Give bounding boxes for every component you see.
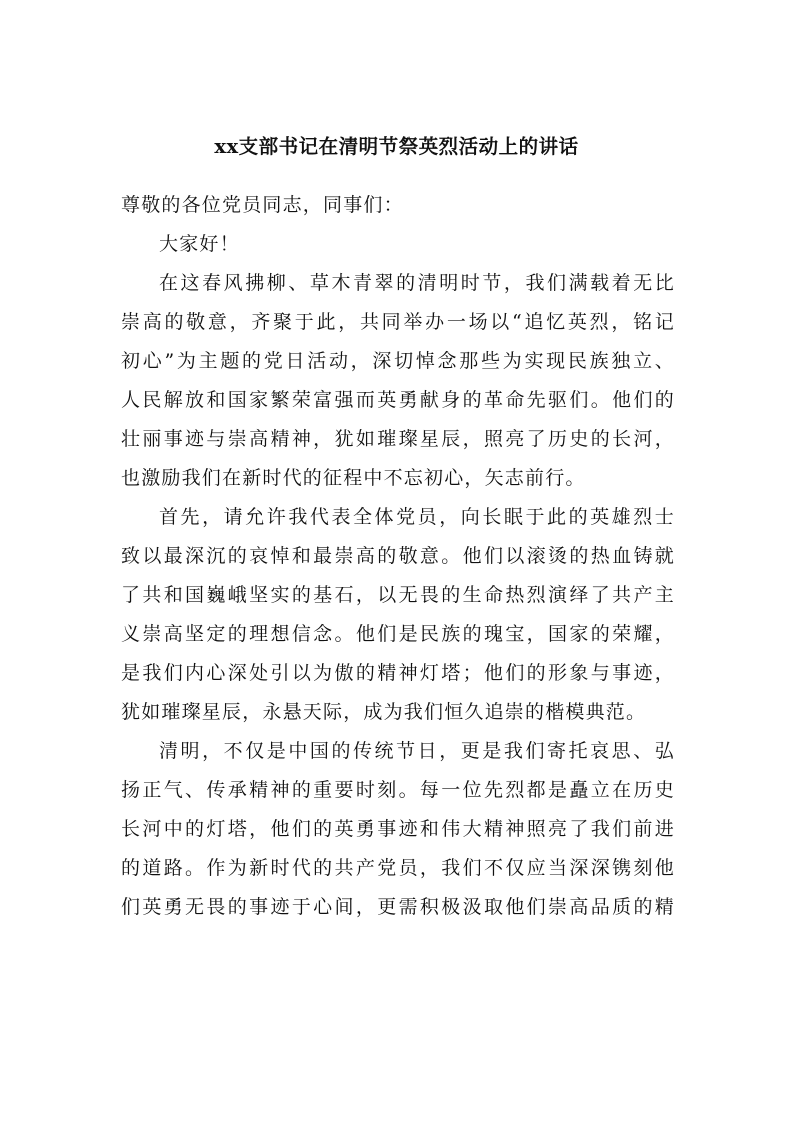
- paragraph-1-line-2: 崇高的敬意，齐聚于此，共同举办一场以“追忆英烈，铭记: [121, 311, 675, 333]
- paragraph-1-line-5: 壮丽事迹与崇高精神，犹如璀璨星辰，照亮了历史的长河，: [121, 428, 675, 450]
- paragraph-3-line-5: 们英勇无畏的事迹于心间，更需积极汲取他们崇高品质的精: [121, 896, 675, 918]
- paragraph-1-line-1: 在这春风拂柳、草木青翠的清明时节，我们满载着无比: [159, 272, 675, 294]
- paragraph-2-line-4: 义崇高坚定的理想信念。他们是民族的瑰宝，国家的荣耀，: [121, 623, 675, 645]
- document-title: xx支部书记在清明节祭英烈活动上的讲话: [214, 135, 579, 158]
- paragraph-2-line-3: 了共和国巍峨坚实的基石，以无畏的生命热烈演绎了共产主: [121, 584, 675, 606]
- paragraph-3-line-3: 长河中的灯塔，他们的英勇事迹和伟大精神照亮了我们前进: [121, 818, 675, 840]
- paragraph-2-line-1: 首先，请允许我代表全体党员，向长眠于此的英雄烈士: [159, 506, 675, 528]
- greeting-line: 大家好！: [159, 233, 240, 255]
- paragraph-3-line-1: 清明，不仅是中国的传统节日，更是我们寄托哀思、弘: [159, 740, 675, 762]
- paragraph-1-line-3: 初心”为主题的党日活动，深切悼念那些为实现民族独立、: [121, 350, 675, 372]
- paragraph-1-line-4: 人民解放和国家繁荣富强而英勇献身的革命先驱们。他们的: [121, 389, 675, 411]
- paragraph-2-line-5: 是我们内心深处引以为傲的精神灯塔；他们的形象与事迹，: [121, 662, 675, 684]
- paragraph-3-line-4: 的道路。作为新时代的共产党员，我们不仅应当深深镌刻他: [121, 857, 675, 879]
- document-body: [121, 187, 675, 926]
- paragraph-2-line-6: 犹如璀璨星辰，永悬天际，成为我们恒久追崇的楷模典范。: [121, 701, 647, 723]
- salutation-line: 尊敬的各位党员同志，同事们：: [121, 194, 404, 216]
- paragraph-3-line-2: 扬正气、传承精神的重要时刻。每一位先烈都是矗立在历史: [121, 779, 675, 801]
- paragraph-1-line-6: 也激励我们在新时代的征程中不忘初心，矢志前行。: [121, 467, 586, 489]
- paragraph-2-line-2: 致以最深沉的哀悼和最崇高的敬意。他们以滚烫的热血铸就: [121, 545, 675, 567]
